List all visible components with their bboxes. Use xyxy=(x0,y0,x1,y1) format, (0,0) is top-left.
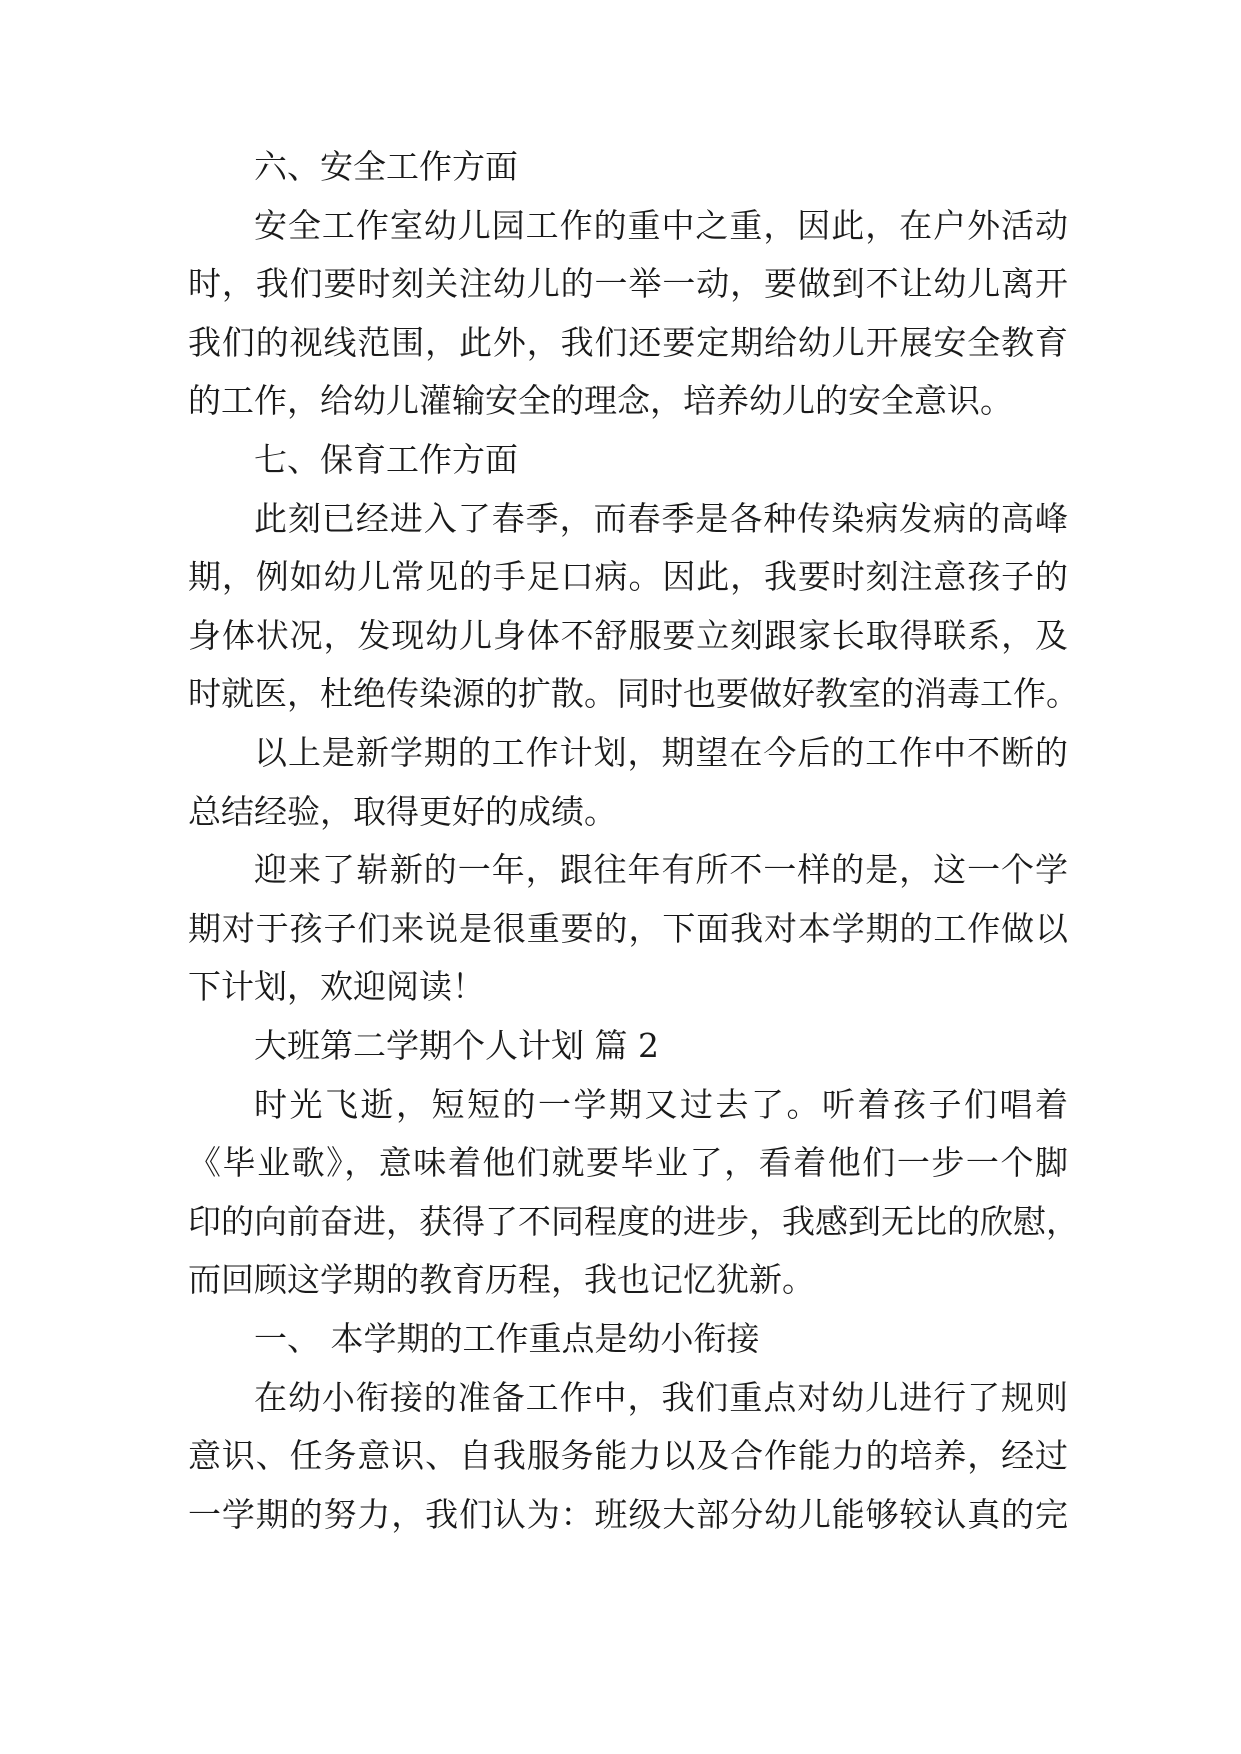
text-line: 时，我们要时刻关注幼儿的一举一动，要做到不让幼儿离开 xyxy=(188,264,1068,303)
text-line: 期对于孩子们来说是很重要的，下面我对本学期的工作做以 xyxy=(188,909,1068,948)
text-line: 时光飞逝，短短的一学期又过去了。听着孩子们唱着 xyxy=(254,1085,1068,1124)
text-line: 安全工作室幼儿园工作的重中之重，因此，在户外活动 xyxy=(254,206,1068,245)
text-line: 大班第二学期个人计划 篇 2 xyxy=(254,1026,659,1065)
text-line: 总结经验，取得更好的成绩。 xyxy=(188,792,617,831)
text-line: 七、保育工作方面 xyxy=(254,440,518,479)
text-line: 一学期的努力，我们认为：班级大部分幼儿能够较认真的完 xyxy=(188,1495,1068,1534)
text-line: 此刻已经进入了春季，而春季是各种传染病发病的高峰 xyxy=(254,499,1068,538)
text-line: 六、安全工作方面 xyxy=(254,147,518,186)
text-line: 意识、任务意识、自我服务能力以及合作能力的培养，经过 xyxy=(188,1436,1068,1475)
text-line: 以上是新学期的工作计划，期望在今后的工作中不断的 xyxy=(254,733,1068,772)
text-line: 下计划，欢迎阅读！ xyxy=(188,967,485,1006)
text-line: 《毕业歌》，意味着他们就要毕业了，看着他们一步一个脚 xyxy=(188,1143,1068,1182)
text-line: 一、 本学期的工作重点是幼小衔接 xyxy=(254,1319,760,1358)
text-line: 身体状况，发现幼儿身体不舒服要立刻跟家长取得联系，及 xyxy=(188,616,1068,655)
text-line: 迎来了崭新的一年，跟往年有所不一样的是，这一个学 xyxy=(254,850,1068,889)
text-line: 而回顾这学期的教育历程，我也记忆犹新。 xyxy=(188,1260,815,1299)
text-line: 印的向前奋进，获得了不同程度的进步，我感到无比的欣慰， xyxy=(188,1202,1079,1241)
text-line: 我们的视线范围，此外，我们还要定期给幼儿开展安全教育 xyxy=(188,323,1068,362)
text-line: 期，例如幼儿常见的手足口病。因此，我要时刻注意孩子的 xyxy=(188,557,1068,596)
text-line: 的工作，给幼儿灌输安全的理念，培养幼儿的安全意识。 xyxy=(188,381,1013,420)
text-line: 在幼小衔接的准备工作中，我们重点对幼儿进行了规则 xyxy=(254,1378,1068,1417)
text-line: 时就医，杜绝传染源的扩散。同时也要做好教室的消毒工作。 xyxy=(188,674,1079,713)
